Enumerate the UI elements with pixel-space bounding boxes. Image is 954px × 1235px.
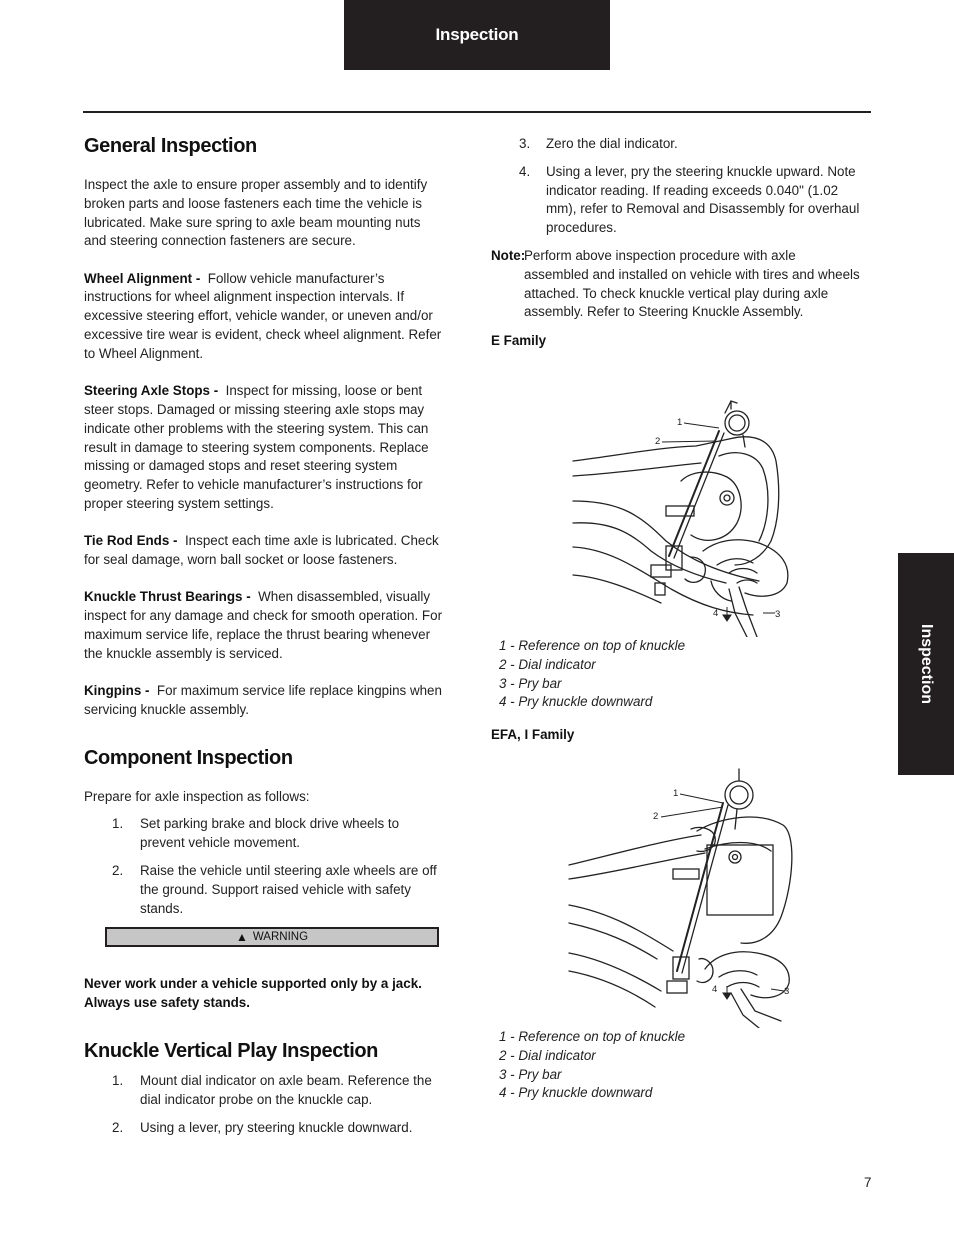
item-text: When disassembled, visually inspect for any damage and check for smooth operation. For maximum service life, replace the thrust bearing whenever the knuckle assembly is serviced.: [84, 589, 443, 661]
item-text: Inspect each time axle is lubricated. Check for seal damage, worn ball socket or loose fasteners.: [84, 533, 439, 568]
legend-item: 3 - Pry bar: [499, 675, 562, 691]
page-number: 7: [864, 1175, 872, 1190]
callout-2: 2: [653, 810, 659, 822]
item-knuckle-thrust-bearings: [84, 588, 446, 663]
header-rule: [83, 111, 871, 113]
callout-1: 1: [673, 787, 679, 799]
warning-icon: ▲: [235, 930, 248, 945]
section-tab-label: Inspection: [435, 25, 519, 44]
legend-item: 1 - Reference on top of knuckle: [499, 1028, 686, 1044]
item-wheel-alignment: [84, 270, 446, 364]
warning-label: WARNING: [252, 931, 309, 944]
figure-e-family: [491, 351, 861, 637]
list-item: 1. Set parking brake and block drive wheels to prevent vehicle movement.: [112, 816, 400, 851]
item-label: Kingpins -: [84, 683, 150, 699]
general-inspection-heading: General Inspection: [84, 135, 257, 157]
callout-4: 4: [712, 983, 718, 995]
callout-3: 3: [775, 608, 781, 620]
item-text: For maximum service life replace kingpins when servicing knuckle assembly.: [84, 683, 442, 717]
item-label: Knuckle Thrust Bearings -: [84, 589, 251, 605]
item-text: Follow vehicle manufacturer’s instructions for wheel alignment inspection intervals. If excessive steering effort, vehicle wander, or uneven and/or excessive tire wear is evident, check wheel alignment. Refer to Wheel Alignment.: [84, 270, 442, 361]
list-item: 1. Mount dial indicator on axle beam. Reference the dial indicator probe on the knuckle cap.: [112, 1073, 432, 1107]
figure-2-label: EFA, I Family: [491, 727, 575, 743]
side-tab-label: Inspection: [918, 623, 935, 705]
general-intro: Inspect the axle to ensure proper assembly and to identify broken parts and loose fasteners each time the vehicle is lubricated. Make sure spring to axle beam mounting nuts and steering connection fasteners are secure.: [84, 177, 428, 249]
list-item: 3. Zero the dial indicator.: [519, 136, 678, 151]
legend-item: 1 - Reference on top of knuckle: [499, 637, 686, 653]
list-item: 2. Using a lever, pry steering knuckle downward.: [112, 1119, 413, 1135]
item-label: Tie Rod Ends -: [84, 533, 178, 549]
legend-item: 4 - Pry knuckle downward: [499, 1085, 653, 1101]
legend-item: 2 - Dial indicator: [499, 1047, 596, 1063]
section-side-tab: [898, 553, 954, 775]
component-steps: [84, 815, 446, 918]
knuckle-steps-left: [84, 1072, 446, 1137]
callout-3: 3: [784, 985, 790, 997]
legend-item: 2 - Dial indicator: [499, 656, 596, 672]
list-item: 2. Raise the vehicle until steering axle wheels are off the ground. Support raised vehicle with safety stands.: [112, 863, 437, 916]
left-column: [84, 132, 446, 1146]
section-tab-top: [344, 0, 610, 70]
illustration-efa-i-family: [491, 745, 861, 1028]
right-column: [491, 135, 861, 1103]
list-item: 4. Using a lever, pry the steering knuckle upward. Note indicator reading. If reading exceeds 0.040" (1.02 mm), refer to Removal and Disassembly for overhaul procedures.: [519, 163, 860, 236]
item-kingpins: [84, 682, 446, 720]
figure-1-legend: [491, 637, 861, 712]
knuckle-play-heading: Knuckle Vertical Play Inspection: [84, 1040, 378, 1062]
callout-1: 1: [677, 416, 683, 428]
item-tie-rod-ends: [84, 532, 446, 570]
item-label: Wheel Alignment -: [84, 270, 201, 286]
callout-2: 2: [655, 435, 661, 447]
illustration-e-family: [491, 351, 861, 637]
note-text: Perform above inspection procedure with axle assembled and installed on vehicle with tires and wheels attached. To check knuckle vertical play during axle assembly. Refer to Steering Knuckle Assembly.: [524, 247, 860, 320]
knuckle-steps-right: [491, 135, 861, 238]
item-label: Steering Axle Stops -: [84, 383, 219, 399]
item-steering-axle-stops: [84, 382, 446, 514]
warning-text: Never work under a vehicle supported only by a jack. Always use safety stands.: [84, 976, 422, 1011]
legend-item: 3 - Pry bar: [499, 1066, 562, 1082]
figure-2-legend: [491, 1028, 861, 1103]
component-intro: Prepare for axle inspection as follows:: [84, 788, 310, 804]
note-label: Note:: [491, 247, 526, 263]
warning-banner: [105, 927, 439, 947]
figure-1-label: E Family: [491, 333, 547, 349]
figure-efa-i-family: [491, 745, 861, 1028]
component-inspection-heading: Component Inspection: [84, 746, 293, 769]
note: [491, 247, 861, 322]
callout-4: 4: [713, 607, 719, 619]
item-text: Inspect for missing, loose or bent steer stops. Damaged or missing steering axle stops may indicate other problems with the steering system. This can result in damage to steering system components. Replace missing or damaged stops and reset steering system geometry. Refer to vehicle manufacturer’s instructions for proper steering system settings.: [84, 383, 429, 511]
legend-item: 4 - Pry knuckle downward: [499, 694, 653, 710]
